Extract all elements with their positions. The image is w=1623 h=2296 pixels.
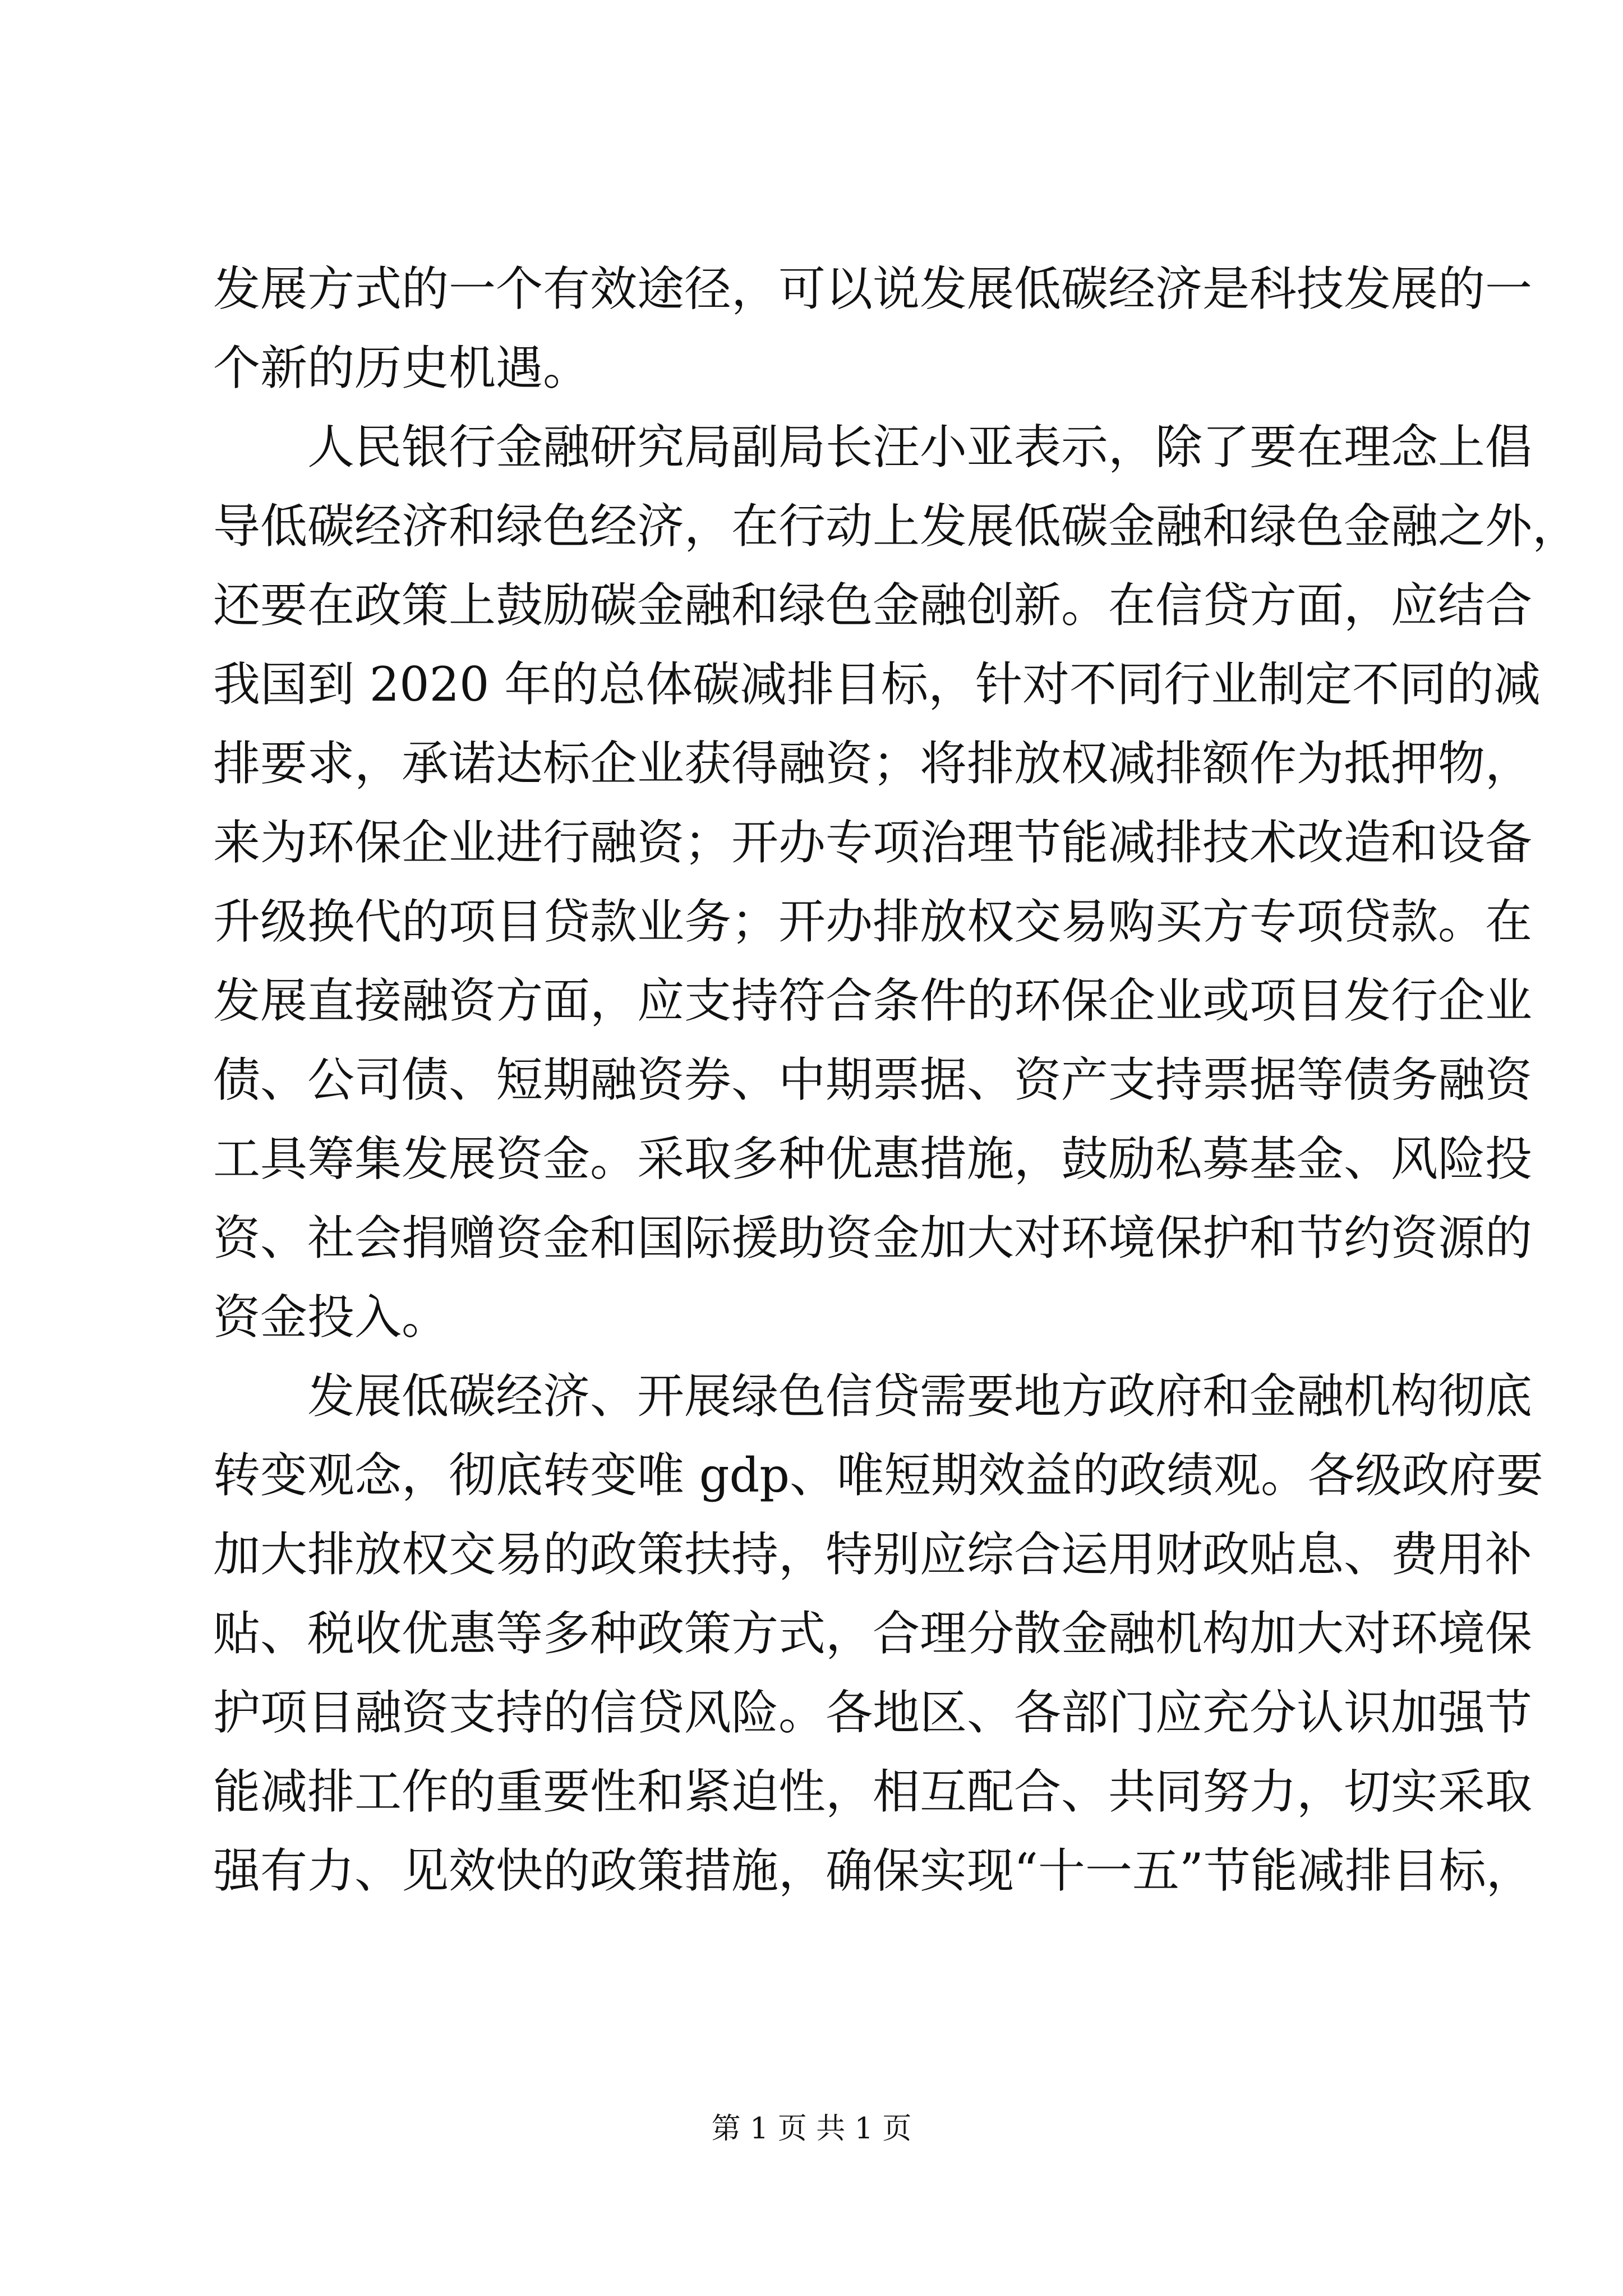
text-line: 强有力、见效快的政策措施，确保实现“十一五”节能减排目标， — [213, 1843, 1533, 1898]
text-line: 护项目融资支持的信贷风险。各地区、各部门应充分认识加强节 — [213, 1685, 1533, 1740]
text-line: 债、公司债、短期融资券、中期票据、资产支持票据等债务融资 — [213, 1052, 1533, 1107]
paragraph-first-line: 发展低碳经济、开展绿色信贷需要地方政府和金融机构彻底 — [307, 1369, 1533, 1424]
text-line: 发展方式的一个有效途径，可以说发展低碳经济是科技发展的一 — [213, 261, 1533, 316]
body-text — [213, 250, 1580, 1911]
text-line: 排要求，承诺达标企业获得融资；将排放权减排额作为抵押物， — [213, 736, 1533, 791]
text-line: 导低碳经济和绿色经济，在行动上发展低碳金融和绿色金融之外， — [213, 499, 1580, 554]
text-line: 个新的历史机遇。 — [213, 341, 591, 395]
text-line: 来为环保企业进行融资；开办专项治理节能减排技术改造和设备 — [213, 815, 1533, 870]
text-line: 加大排放权交易的政策扶持，特别应综合运用财政贴息、费用补 — [213, 1527, 1533, 1582]
paragraph-first-line: 人民银行金融研究局副局长汪小亚表示，除了要在理念上倡 — [307, 420, 1533, 475]
page-footer — [0, 2109, 1623, 2148]
text-line: 转变观念，彻底转变唯 gdp、唯短期效益的政绩观。各级政府要 — [213, 1448, 1544, 1503]
page-number: 第 1 页 共 1 页 — [711, 2112, 912, 2146]
text-line: 升级换代的项目贷款业务；开办排放权交易购买方专项贷款。在 — [213, 894, 1533, 949]
text-line: 资金投入。 — [213, 1290, 449, 1345]
text-line: 能减排工作的重要性和紧迫性，相互配合、共同努力，切实采取 — [213, 1764, 1533, 1819]
text-line: 发展直接融资方面，应支持符合条件的环保企业或项目发行企业 — [213, 973, 1533, 1028]
text-line: 还要在政策上鼓励碳金融和绿色金融创新。在信贷方面，应结合 — [213, 578, 1533, 633]
text-line: 资、社会捐赠资金和国际援助资金加大对环境保护和节约资源的 — [213, 1211, 1533, 1266]
text-line: 工具筹集发展资金。采取多种优惠措施，鼓励私募基金、风险投 — [213, 1131, 1533, 1186]
text-line: 我国到 2020 年的总体碳减排目标，针对不同行业制定不同的减 — [213, 657, 1541, 712]
text-line: 贴、税收优惠等多种政策方式，合理分散金融机构加大对环境保 — [213, 1606, 1533, 1661]
